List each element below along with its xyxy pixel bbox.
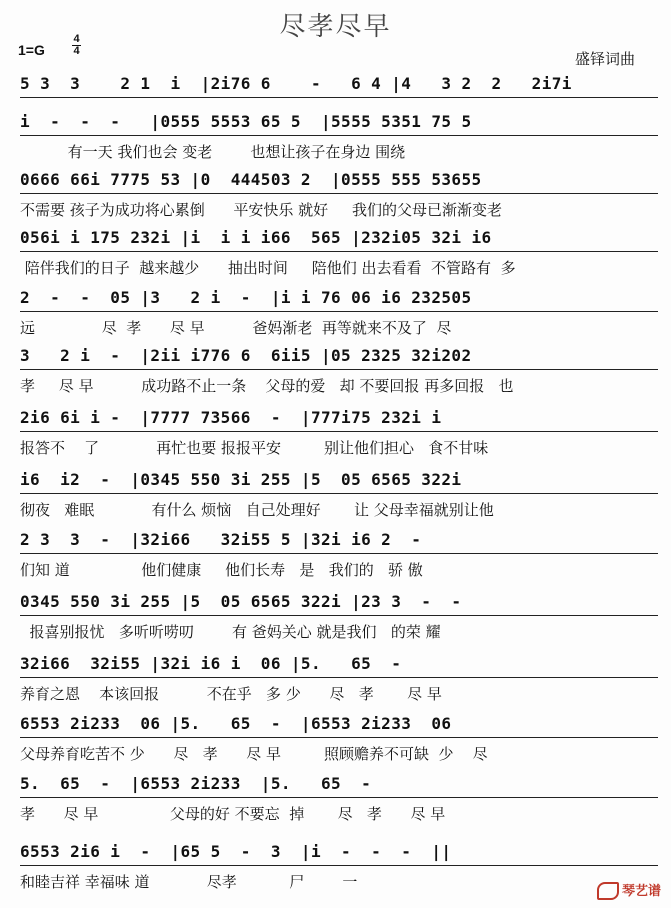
score-row-12	[0, 710, 671, 772]
lyric-line: 孝 尽 早 成功路不止一条 父母的爱 却 不要回报 再多回报 也	[20, 377, 514, 395]
notes-line: 5 3 3 2 1 i |2i76 6 - 6 4 |4 3 2 2 2i7i	[20, 74, 658, 100]
lyric-line: 们知 道 他们健康 他们长寿 是 我们的 骄 傲	[20, 561, 423, 579]
song-title: 尽孝尽早	[279, 12, 392, 42]
lyric-line: 报喜别报忧 多听听唠叨 有 爸妈关心 就是我们 的荣 耀	[20, 623, 441, 641]
score-row-6	[0, 342, 671, 404]
lyric-line: 报答不 了 再忙也要 报报平安 别让他们担心 食不甘味	[20, 439, 489, 457]
key-signature: 1=G	[18, 42, 45, 58]
lyric-line: 不需要 孩子为成功将心累倒 平安快乐 就好 我们的父母已渐渐变老	[20, 201, 502, 219]
notes-line: 6553 2i6 i - |65 5 - 3 |i - - - ||	[20, 842, 658, 868]
time-signature	[72, 34, 81, 57]
composer-credit: 盛铎词曲	[574, 51, 635, 68]
score-row-7	[0, 404, 671, 466]
notes-line: i6 i2 - |0345 550 3i 255 |5 05 6565 322i	[20, 470, 658, 496]
notes-line: 0345 550 3i 255 |5 05 6565 322i |23 3 - -	[20, 592, 658, 618]
lyric-line: 有一天 我们也会 变老 也想让孩子在身边 围绕	[20, 143, 406, 161]
notes-line: 2 - - 05 |3 2 i - |i i 76 06 i6 232505	[20, 288, 658, 314]
score-row-9	[0, 526, 671, 588]
notes-line: 2i6 6i i - |7777 73566 - |777i75 232i i	[20, 408, 658, 434]
site-logo	[597, 880, 661, 901]
notes-line: 056i i 175 232i |i i i i66 565 |232i05 32i i6	[20, 228, 658, 254]
logo-icon	[597, 882, 619, 900]
logo-text: 琴艺谱	[621, 883, 661, 899]
score-row-8	[0, 466, 671, 528]
notes-line: 5. 65 - |6553 2i233 |5. 65 -	[20, 774, 658, 800]
notes-line: 32i66 32i55 |32i i6 i 06 |5. 65 -	[20, 654, 658, 680]
lyric-line: 养育之恩 本该回报 不在乎 多 少 尽 孝 尽 早	[20, 685, 442, 703]
score-row-13	[0, 770, 671, 832]
lyric-line: 父母养育吃苦不 少 尽 孝 尽 早 照顾赡养不可缺 少 尽	[20, 745, 488, 763]
notes-line: 2 3 3 - |32i66 32i55 5 |32i i6 2 -	[20, 530, 658, 556]
notes-line: 0666 66i 7775 53 |0 444503 2 |0555 555 53655	[20, 170, 658, 196]
meter-bottom: 4	[73, 45, 80, 57]
notes-line: 3 2 i - |2ii i776 6 6ii5 |05 2325 32i202	[20, 346, 658, 372]
meter-top: 4	[73, 33, 80, 45]
score-row-14	[0, 838, 671, 900]
score-row-3	[0, 166, 671, 228]
score-row-2	[0, 108, 671, 170]
score-row-4	[0, 224, 671, 286]
lyric-line: 孝 尽 早 父母的好 不要忘 掉 尽 孝 尽 早	[20, 805, 446, 823]
notes-line: 6553 2i233 06 |5. 65 - |6553 2i233 06	[20, 714, 658, 740]
score-row-5	[0, 284, 671, 346]
lyric-line: 远 尽 孝 尽 早 爸妈渐老 再等就来不及了 尽	[20, 319, 452, 337]
score-row-11	[0, 650, 671, 712]
notes-line: i - - - |0555 5553 65 5 |5555 5351 75 5	[20, 112, 658, 138]
lyric-line: 陪伴我们的日子 越来越少 抽出时间 陪他们 出去看看 不管路有 多	[20, 259, 516, 277]
lyric-line: 和睦吉祥 幸福味 道 尽孝 尸 一	[20, 873, 358, 891]
score-row-10	[0, 588, 671, 650]
lyric-line: 彻夜 难眠 有什么 烦恼 自己处理好 让 父母幸福就别让他	[20, 501, 494, 519]
